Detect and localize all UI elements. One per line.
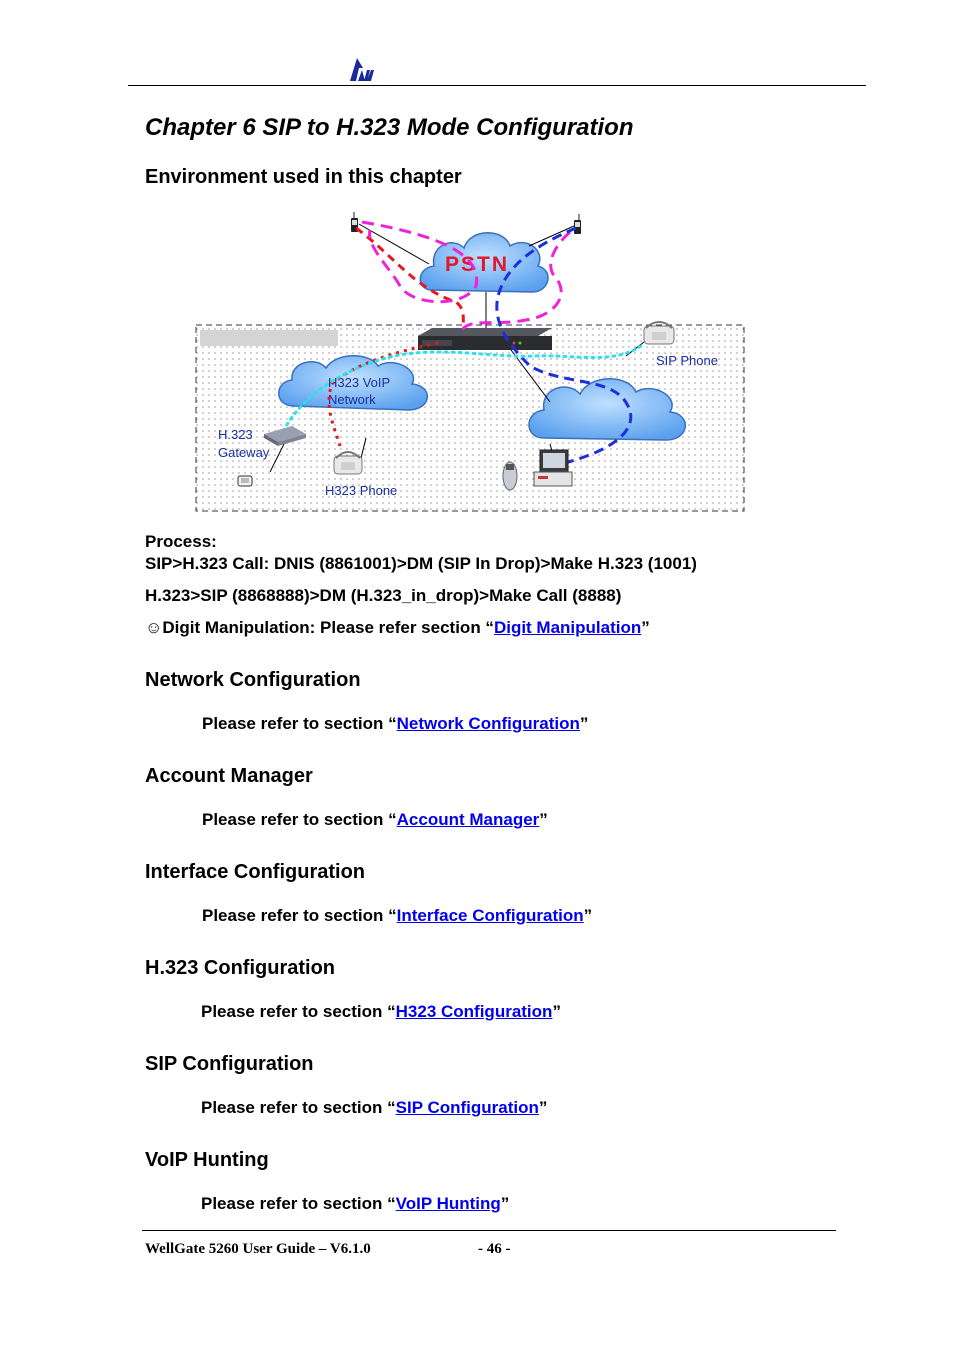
- voip-hunting-link[interactable]: VoIP Hunting: [395, 1194, 501, 1213]
- sip-phone-label: SIP Phone: [656, 353, 718, 368]
- section-ref-interface: [202, 906, 592, 926]
- ref-prefix: Please refer to section “: [201, 1098, 396, 1117]
- enclosure-label-bar: [200, 330, 338, 346]
- h323-network-label-line1: H323 VoIP: [328, 375, 391, 390]
- ref-suffix: ”: [500, 1194, 510, 1213]
- note-prefix: Digit Manipulation: Please refer section “: [162, 618, 494, 637]
- process-label: Process:: [145, 532, 217, 551]
- pstn-label: PSTN: [445, 253, 510, 276]
- section-heading-h323: H.323 Configuration: [145, 957, 336, 979]
- note-suffix: ”: [641, 618, 650, 637]
- company-logo-icon: [348, 54, 378, 82]
- process-line-h323-to-sip: H.323>SIP (8868888)>DM (H.323_in_drop)>Make Call (8888): [145, 586, 622, 605]
- section-ref-sip: [201, 1098, 547, 1118]
- ref-suffix: ”: [579, 714, 589, 733]
- ref-prefix: Please refer to section “: [202, 810, 397, 829]
- section-ref-h323: [201, 1002, 561, 1022]
- ref-prefix: Please refer to section “: [201, 1002, 396, 1021]
- digit-manipulation-link[interactable]: Digit Manipulation: [493, 618, 642, 637]
- ref-prefix: Please refer to section “: [202, 714, 397, 733]
- h323-network-label-line2: Network: [328, 392, 376, 407]
- chapter-title: Chapter 6 SIP to H.323 Mode Configuration: [145, 114, 634, 141]
- section-heading-account: Account Manager: [145, 765, 313, 787]
- header-rule: [128, 85, 866, 86]
- environment-heading: Environment used in this chapter: [145, 166, 462, 188]
- footer-page-number: - 46 -: [478, 1241, 511, 1257]
- account-manager-link[interactable]: Account Manager: [396, 810, 540, 829]
- sip-configuration-link[interactable]: SIP Configuration: [395, 1098, 539, 1117]
- footer-rule: [142, 1230, 836, 1231]
- mobile-phone-right-icon: [574, 214, 581, 234]
- section-ref-voip-hunting: [201, 1194, 509, 1214]
- section-ref-network: [202, 714, 588, 734]
- section-heading-voip-hunting: VoIP Hunting: [145, 1149, 269, 1171]
- section-heading-network: Network Configuration: [145, 669, 361, 691]
- ref-suffix: ”: [539, 810, 548, 829]
- section-ref-account: [202, 810, 548, 830]
- h323-phone-label: H323 Phone: [325, 483, 398, 498]
- ref-suffix: ”: [538, 1098, 548, 1117]
- wellgate-device-icon: [418, 328, 552, 350]
- network-diagram: [194, 206, 746, 514]
- digit-manipulation-note: [145, 618, 650, 638]
- analog-phone-icon: [238, 476, 252, 486]
- footer-guide-title: WellGate 5260 User Guide – V6.1.0: [145, 1241, 371, 1257]
- ip-phone-icon: [503, 462, 517, 490]
- ref-suffix: ”: [552, 1002, 561, 1021]
- ref-prefix: Please refer to section “: [201, 1194, 396, 1213]
- smiley-icon: ☺: [145, 618, 163, 637]
- interface-configuration-link[interactable]: Interface Configuration: [396, 906, 584, 925]
- process-line-sip-to-h323: SIP>H.323 Call: DNIS (8861001)>DM (SIP In Drop)>Make H.323 (1001): [145, 554, 697, 573]
- ref-prefix: Please refer to section “: [202, 906, 397, 925]
- pc-terminal-icon: [534, 450, 572, 486]
- network-configuration-link[interactable]: Network Configuration: [396, 714, 580, 733]
- h323-configuration-link[interactable]: H323 Configuration: [395, 1002, 553, 1021]
- h323-gateway-label-line1: H.323: [218, 427, 253, 442]
- section-heading-sip: SIP Configuration: [145, 1053, 314, 1075]
- h323-gateway-label-line2: Gateway: [218, 445, 270, 460]
- ref-suffix: ”: [583, 906, 593, 925]
- section-heading-interface: Interface Configuration: [145, 861, 366, 883]
